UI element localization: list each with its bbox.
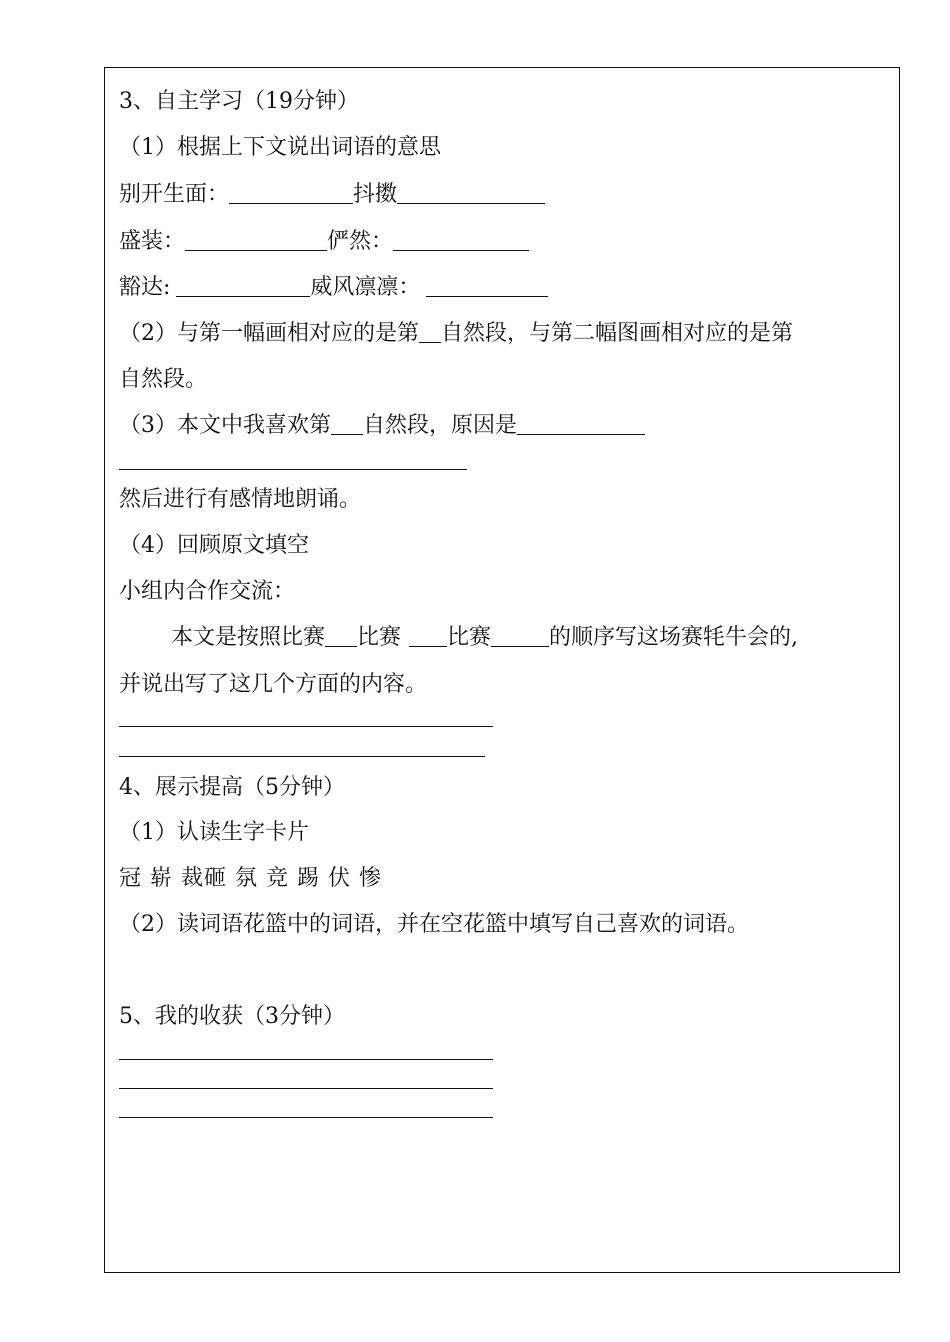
question-4-prompt: （4）回顾原文填空 (119, 533, 309, 558)
question-2-text: 自然段，与第二幅图画相对应的是第 (441, 321, 794, 346)
answer-blank[interactable] (397, 183, 545, 204)
vocab-word: 别开生面： (119, 182, 230, 207)
answer-blank[interactable] (426, 276, 548, 297)
answer-line[interactable] (119, 469, 467, 470)
answer-line[interactable] (119, 726, 493, 727)
answer-blank[interactable] (517, 414, 645, 435)
group-discussion-label: 小组内合作交流： (119, 579, 296, 604)
section-4-title: 4、展示提高（5分钟） (119, 775, 345, 800)
answer-blank[interactable] (229, 183, 353, 204)
answer-line[interactable] (119, 756, 485, 757)
vocab-word: 威风凛凛： (310, 275, 421, 300)
answer-blank[interactable] (419, 322, 441, 343)
vocab-row-3 (119, 274, 548, 302)
question-1-prompt: （1）根据上下文说出词语的意思 (119, 135, 441, 160)
answer-line[interactable] (119, 1059, 493, 1060)
vocab-row-2 (119, 228, 529, 256)
answer-blank[interactable] (185, 230, 327, 251)
vocab-row-1 (119, 181, 545, 209)
s4-question-1: （1）认读生字卡片 (119, 820, 309, 845)
answer-blank[interactable] (409, 626, 447, 647)
order-fill-text: 比赛 (447, 625, 492, 650)
s4-question-2: （2）读词语花篮中的词语，并在空花篮中填写自己喜欢的词语。 (119, 912, 749, 937)
question-2-line (119, 320, 793, 348)
section-5-title: 5、我的收获（3分钟） (119, 1004, 345, 1029)
question-3-text: 自然段，原因是 (363, 413, 518, 438)
question-3-text: （3）本文中我喜欢第 (119, 413, 331, 438)
question-3-line (119, 412, 645, 440)
order-fill-cont: 并说出写了这几个方面的内容。 (119, 672, 428, 697)
answer-blank[interactable] (393, 230, 529, 251)
vocab-word: 豁达: (119, 275, 171, 300)
order-fill-line (171, 624, 798, 652)
vocab-word: 抖擞 (353, 182, 398, 207)
answer-line[interactable] (119, 1088, 493, 1089)
question-2-cont: 自然段。 (119, 367, 208, 392)
answer-blank[interactable] (176, 276, 310, 297)
answer-blank[interactable] (491, 626, 549, 647)
answer-blank[interactable] (331, 414, 363, 435)
order-fill-text: 的顺序写这场赛牦牛会的, (549, 625, 799, 650)
section-3-title: 3、自主学习（19分钟） (119, 89, 359, 114)
order-fill-text: 比赛 (357, 625, 402, 650)
vocab-word: 俨然： (327, 229, 394, 254)
answer-blank[interactable] (325, 626, 357, 647)
vocab-word: 盛装： (119, 229, 186, 254)
question-3-cont: 然后进行有感情地朗诵。 (119, 487, 362, 512)
answer-line[interactable] (119, 1117, 493, 1118)
character-cards: 冠 崭 裁砸 氛 竞 踢 伏 惨 (119, 866, 382, 891)
order-fill-text: 本文是按照比赛 (171, 625, 326, 650)
question-2-text: （2）与第一幅画相对应的是第 (119, 321, 419, 346)
